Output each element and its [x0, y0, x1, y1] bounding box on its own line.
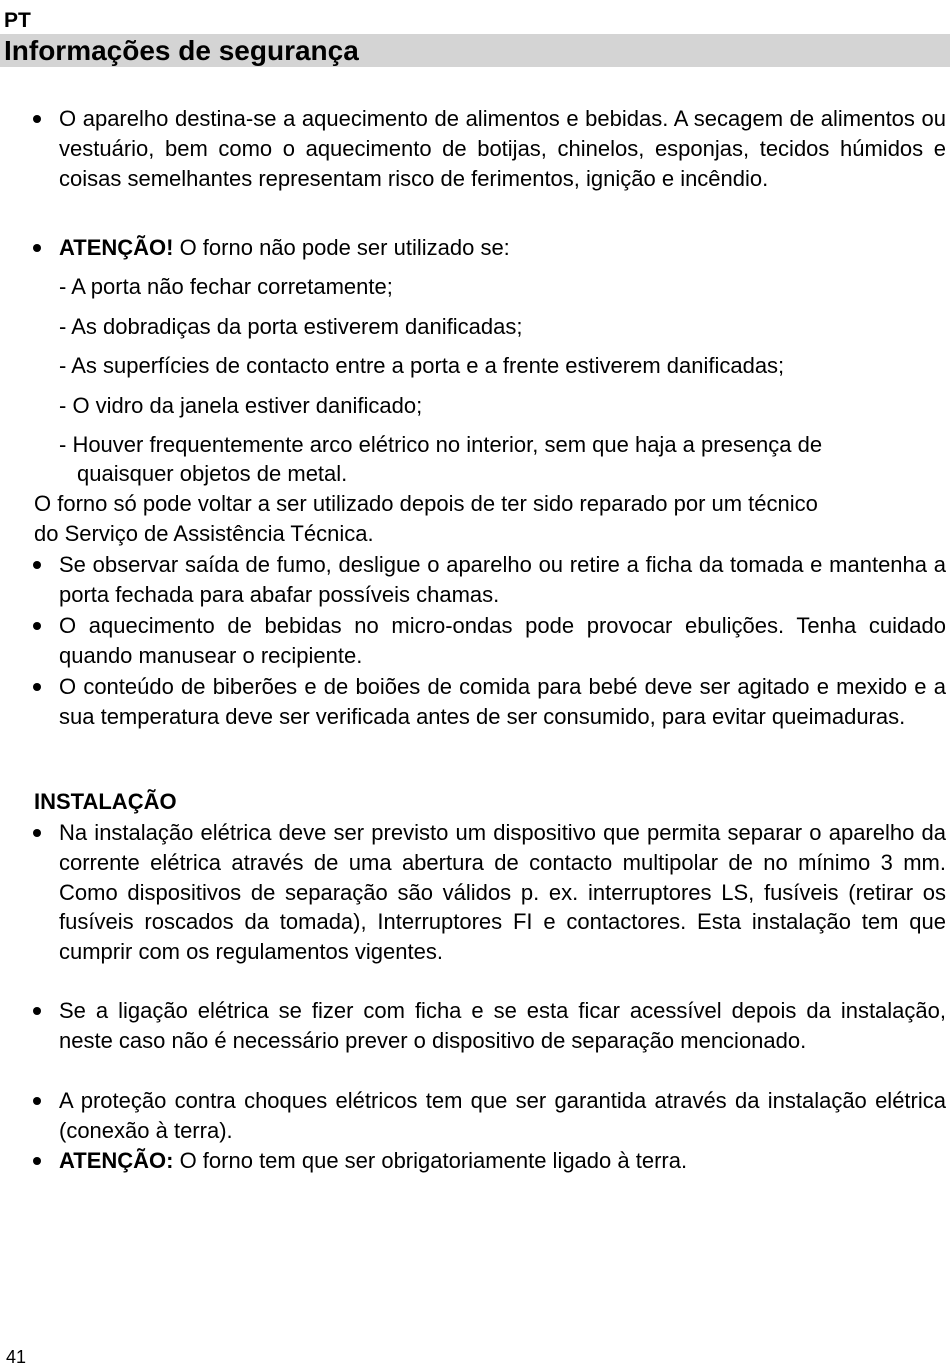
bullet-icon	[31, 672, 45, 686]
repair-note-line-1: O forno só pode voltar a ser utilizado depois de ter sido reparado por um técnico	[34, 491, 818, 516]
page-title: Informações de segurança	[4, 35, 359, 66]
safety-item-3: Se observar saída de fumo, desligue o aparelho ou retire a ficha da tomada e mantenha a porta fechada para abafar possíveis chamas.	[59, 552, 946, 607]
safety-item-1: O aparelho destina-se a aquecimento de alimentos e bebidas. A secagem de alimentos ou vestuário, bem como o aquecimento de botijas, chinelos, esponjas, tecidos húmidos e coisas semelhantes representam risco de ferimentos, ignição e incêndio.	[59, 106, 946, 191]
safety-item-5: O conteúdo de biberões e de boiões de comida para bebé deve ser agitado e mexido e a sua temperatura deve ser verificada antes de ser consumido, para evitar queimaduras.	[59, 674, 946, 729]
warning-label: ATENÇÃO!	[59, 235, 174, 260]
bullet-icon	[31, 1146, 45, 1160]
installation-item-3: A proteção contra choques elétricos tem que ser garantida através da instalação elétrica (conexão à terra).	[59, 1088, 946, 1143]
installation-heading: INSTALAÇÃO	[34, 789, 177, 814]
ground-warning-text: O forno tem que ser obrigatoriamente ligado à terra.	[173, 1148, 688, 1173]
language-code: PT	[4, 9, 31, 32]
repair-note-line-2: do Serviço de Assistência Técnica.	[34, 521, 374, 546]
condition-line-5: - Houver frequentemente arco elétrico no interior, sem que haja a presença de	[59, 432, 823, 457]
ground-warning-label: ATENÇÃO:	[59, 1148, 174, 1173]
condition-line-4: - O vidro da janela estiver danificado;	[59, 393, 423, 418]
installation-item-4	[59, 1146, 946, 1176]
safety-item-2	[59, 233, 946, 263]
installation-item-1: Na instalação elétrica deve ser previsto um dispositivo que permita separar o aparelho da corrente elétrica através de uma abertura de contacto multipolar de no mínimo 3 mm. Como dispositivos de separação são válidos p. ex. interruptores LS, fusíveis (retirar os fusíveis roscados da tomada), Interruptores FI e contactores. Esta instalação tem que cumprir com os regulamentos vigentes.	[59, 820, 946, 965]
condition-line-5-cont: quaisquer objetos de metal.	[77, 461, 348, 486]
bullet-icon	[31, 1086, 45, 1100]
bullet-icon	[31, 233, 45, 247]
page-number: 41	[6, 1347, 27, 1367]
bullet-icon	[31, 104, 45, 118]
safety-item-4: O aquecimento de bebidas no micro-ondas pode provocar ebulições. Tenha cuidado quando manusear o recipiente.	[59, 613, 946, 668]
bullet-icon	[31, 550, 45, 564]
bullet-icon	[31, 818, 45, 832]
installation-item-2: Se a ligação elétrica se fizer com ficha e se esta ficar acessível depois da instalação, neste caso não é necessário prever o dispositivo de separação mencionado.	[59, 998, 946, 1053]
warning-text: O forno não pode ser utilizado se:	[173, 235, 510, 260]
bullet-icon	[31, 996, 45, 1010]
condition-line-3: - As superfícies de contacto entre a porta e a frente estiverem danificadas;	[59, 353, 785, 378]
condition-line-1: - A porta não fechar corretamente;	[59, 274, 393, 299]
bullet-icon	[31, 611, 45, 625]
condition-line-2: - As dobradiças da porta estiverem danificadas;	[59, 314, 523, 339]
